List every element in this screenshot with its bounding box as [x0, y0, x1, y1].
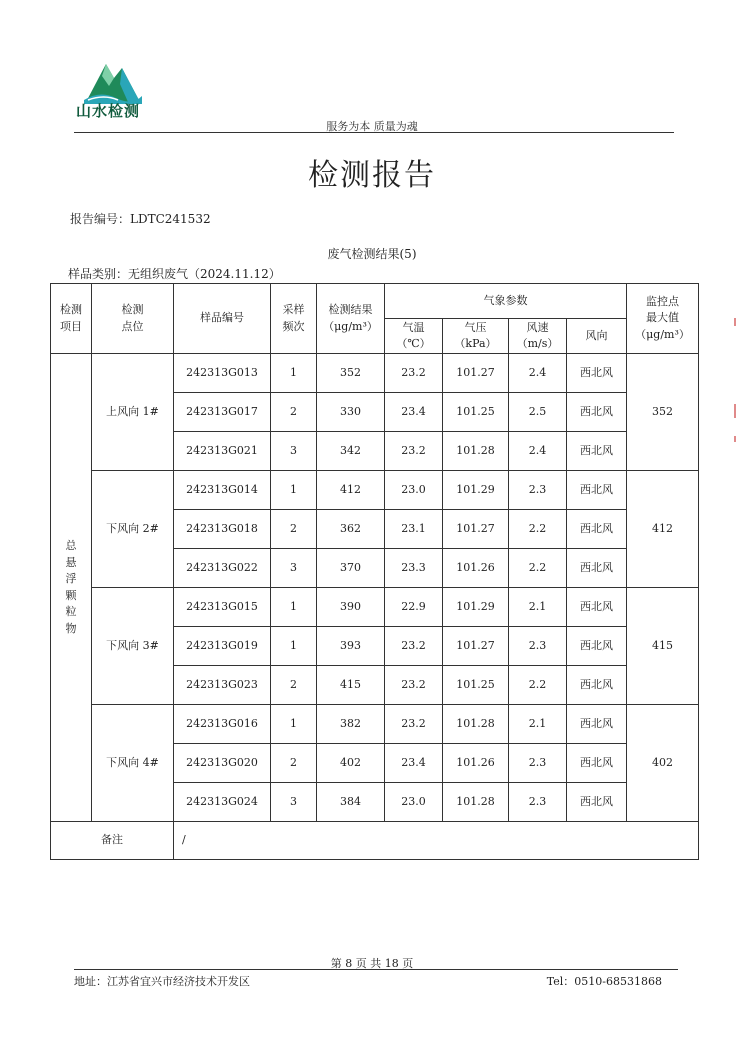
- cell-sample-no: 242313G013: [174, 354, 271, 393]
- cell-frequency: 2: [271, 744, 317, 783]
- cell-result: 352: [317, 354, 385, 393]
- cell-temperature: 23.2: [385, 666, 443, 705]
- header-pressure: 气压 （kPa）: [443, 319, 509, 354]
- cell-sample-no: 242313G024: [174, 783, 271, 822]
- cell-point: 下风向 2#: [92, 471, 174, 588]
- header-max: 监控点 最大值 （μg/m³）: [627, 284, 699, 354]
- cell-wind-speed: 2.3: [509, 783, 567, 822]
- cell-wind-direction: 西北风: [567, 471, 627, 510]
- cell-frequency: 3: [271, 549, 317, 588]
- page-number: 第 8 页 共 18 页: [330, 957, 414, 970]
- cell-result: 415: [317, 666, 385, 705]
- note-value: /: [174, 822, 699, 860]
- cell-wind-speed: 2.3: [509, 471, 567, 510]
- cell-wind-speed: 2.2: [509, 549, 567, 588]
- cell-wind-direction: 西北风: [567, 510, 627, 549]
- cell-result: 402: [317, 744, 385, 783]
- cell-frequency: 1: [271, 627, 317, 666]
- cell-wind-direction: 西北风: [567, 588, 627, 627]
- report-number: 报告编号：LDTC241532: [70, 212, 211, 226]
- cell-temperature: 23.3: [385, 549, 443, 588]
- item-name-char: 粒: [65, 605, 77, 618]
- cell-wind-direction: 西北风: [567, 783, 627, 822]
- cell-sample-no: 242313G020: [174, 744, 271, 783]
- cell-sample-no: 242313G015: [174, 588, 271, 627]
- cell-temperature: 22.9: [385, 588, 443, 627]
- cell-wind-speed: 2.1: [509, 588, 567, 627]
- cell-sample-no: 242313G014: [174, 471, 271, 510]
- page-title: 检测报告: [308, 158, 436, 193]
- cell-frequency: 2: [271, 393, 317, 432]
- cell-temperature: 23.0: [385, 783, 443, 822]
- cell-point: 上风向 1#: [92, 354, 174, 471]
- header-wind-direction: 风向: [567, 319, 627, 354]
- item-name-char: 悬: [65, 555, 77, 569]
- sample-type: 样品类别：无组织废气（2024.11.12）: [68, 267, 281, 281]
- cell-wind-speed: 2.4: [509, 354, 567, 393]
- table-row: [51, 588, 699, 627]
- cell-pressure: 101.27: [443, 627, 509, 666]
- cell-wind-speed: 2.2: [509, 510, 567, 549]
- cell-pressure: 101.25: [443, 666, 509, 705]
- cell-sample-no: 242313G019: [174, 627, 271, 666]
- slogan: 服务为本 质量为魂: [326, 120, 418, 133]
- cell-pressure: 101.28: [443, 705, 509, 744]
- cell-point: 下风向 4#: [92, 705, 174, 822]
- address: 地址：江苏省宜兴市经济技术开发区: [74, 975, 250, 988]
- table-row: [51, 471, 699, 510]
- item-name-cell: [51, 354, 92, 822]
- cell-result: 382: [317, 705, 385, 744]
- cell-pressure: 101.26: [443, 549, 509, 588]
- cell-result: 342: [317, 432, 385, 471]
- header-item: 检测 项目: [51, 284, 92, 354]
- cell-result: 412: [317, 471, 385, 510]
- cell-temperature: 23.2: [385, 705, 443, 744]
- note-row: [51, 822, 699, 860]
- cell-wind-direction: 西北风: [567, 666, 627, 705]
- cell-pressure: 101.29: [443, 588, 509, 627]
- table-row: [51, 354, 699, 393]
- item-name-char: 颗: [65, 588, 77, 602]
- cell-sample-no: 242313G017: [174, 393, 271, 432]
- note-label: 备注: [51, 822, 174, 860]
- header-sample-no: 样品编号: [174, 284, 271, 354]
- cell-temperature: 23.2: [385, 432, 443, 471]
- cell-result: 384: [317, 783, 385, 822]
- cell-wind-speed: 2.2: [509, 666, 567, 705]
- cell-sample-no: 242313G023: [174, 666, 271, 705]
- header-point: 检测 点位: [92, 284, 174, 354]
- item-name-char: 浮: [65, 572, 77, 585]
- cell-frequency: 1: [271, 354, 317, 393]
- cell-temperature: 23.2: [385, 627, 443, 666]
- cell-result: 393: [317, 627, 385, 666]
- cell-pressure: 101.25: [443, 393, 509, 432]
- logo-text: 山水检测: [76, 102, 141, 120]
- cell-frequency: 1: [271, 588, 317, 627]
- cell-sample-no: 242313G016: [174, 705, 271, 744]
- cell-max-value: 412: [627, 471, 699, 588]
- results-table: [50, 283, 699, 860]
- cell-result: 370: [317, 549, 385, 588]
- telephone: Tel：0510-68531868: [546, 975, 662, 988]
- cell-frequency: 1: [271, 705, 317, 744]
- cell-pressure: 101.28: [443, 783, 509, 822]
- cell-wind-speed: 2.5: [509, 393, 567, 432]
- cell-wind-speed: 2.1: [509, 705, 567, 744]
- cell-max-value: 415: [627, 588, 699, 705]
- table-title: 废气检测结果(5): [327, 247, 417, 261]
- cell-wind-speed: 2.3: [509, 627, 567, 666]
- cell-pressure: 101.27: [443, 354, 509, 393]
- header-divider: [74, 132, 674, 133]
- cell-pressure: 101.26: [443, 744, 509, 783]
- table-row: [51, 705, 699, 744]
- cell-temperature: 23.2: [385, 354, 443, 393]
- cell-wind-direction: 西北风: [567, 744, 627, 783]
- cell-wind-speed: 2.3: [509, 744, 567, 783]
- cell-frequency: 2: [271, 510, 317, 549]
- cell-temperature: 23.1: [385, 510, 443, 549]
- header-temperature: 气温 （℃）: [385, 319, 443, 354]
- cell-frequency: 2: [271, 666, 317, 705]
- header-wind-speed: 风速 （m/s）: [509, 319, 567, 354]
- cell-sample-no: 242313G021: [174, 432, 271, 471]
- cell-sample-no: 242313G018: [174, 510, 271, 549]
- header-weather: 气象参数: [385, 284, 627, 319]
- cell-wind-speed: 2.4: [509, 432, 567, 471]
- cell-pressure: 101.29: [443, 471, 509, 510]
- cell-wind-direction: 西北风: [567, 432, 627, 471]
- cell-frequency: 3: [271, 432, 317, 471]
- item-name-char: 物: [65, 621, 77, 635]
- footer-divider: [74, 969, 678, 970]
- cell-wind-direction: 西北风: [567, 354, 627, 393]
- cell-sample-no: 242313G022: [174, 549, 271, 588]
- cell-max-value: 352: [627, 354, 699, 471]
- header-result: 检测结果 （μg/m³）: [317, 284, 385, 354]
- cell-result: 362: [317, 510, 385, 549]
- cell-temperature: 23.4: [385, 393, 443, 432]
- cell-point: 下风向 3#: [92, 588, 174, 705]
- cell-result: 390: [317, 588, 385, 627]
- item-name-char: 总: [65, 539, 77, 552]
- cell-pressure: 101.27: [443, 510, 509, 549]
- cell-max-value: 402: [627, 705, 699, 822]
- cell-wind-direction: 西北风: [567, 627, 627, 666]
- cell-result: 330: [317, 393, 385, 432]
- seal-edge-mark: [734, 404, 736, 418]
- header-frequency: 采样 频次: [271, 284, 317, 354]
- seal-edge-mark: [734, 436, 736, 442]
- seal-edge-mark: [734, 318, 736, 326]
- cell-temperature: 23.4: [385, 744, 443, 783]
- cell-pressure: 101.28: [443, 432, 509, 471]
- cell-temperature: 23.0: [385, 471, 443, 510]
- cell-frequency: 3: [271, 783, 317, 822]
- cell-wind-direction: 西北风: [567, 705, 627, 744]
- cell-wind-direction: 西北风: [567, 393, 627, 432]
- cell-wind-direction: 西北风: [567, 549, 627, 588]
- cell-frequency: 1: [271, 471, 317, 510]
